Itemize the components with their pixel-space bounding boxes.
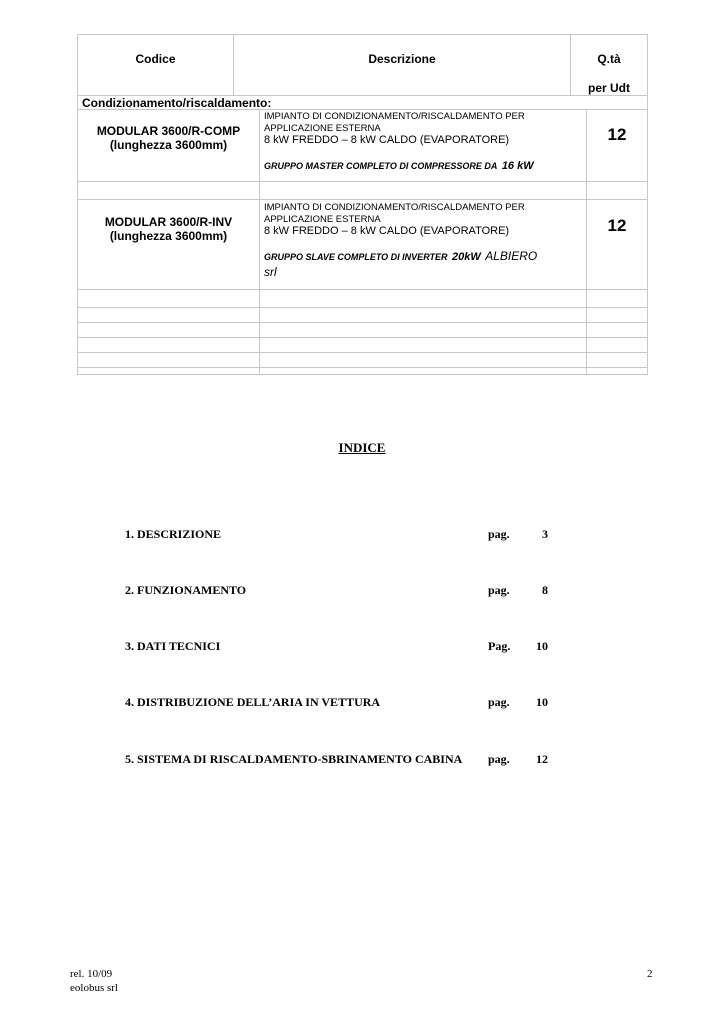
row-qty: 12: [607, 216, 627, 235]
divider: [78, 289, 647, 290]
divider: [78, 199, 647, 200]
index-item-page: 12: [536, 752, 548, 766]
divider: [78, 322, 647, 323]
row-code: [78, 215, 259, 243]
desc-note: [264, 247, 584, 265]
section-title: Condizionamento/riscaldamento:: [82, 96, 272, 110]
index-item-pag: pag.: [488, 583, 510, 597]
items-table: [77, 34, 648, 375]
index-item-label: 4. DISTRIBUZIONE DELL’ARIA IN VETTURA: [125, 695, 381, 709]
header-qty: Q.tà: [597, 52, 621, 66]
footer-company: eolobus srl: [70, 982, 118, 994]
divider: [78, 181, 647, 182]
desc-note-text: GRUPPO SLAVE COMPLETO DI INVERTER: [264, 252, 448, 262]
row-code-name: MODULAR 3600/R-INV: [104, 215, 233, 229]
header-description: Descrizione: [368, 52, 436, 66]
divider: [78, 367, 647, 368]
index-item-page: 10: [536, 639, 548, 653]
index-item-pag: pag.: [488, 695, 510, 709]
row-code-length: (lunghezza 3600mm): [109, 229, 228, 243]
footer-revision: rel. 10/09: [70, 968, 113, 980]
desc-note: [264, 156, 584, 174]
index-item-label: 2. FUNZIONAMENTO: [125, 583, 247, 597]
index-item-page: 10: [536, 695, 548, 709]
row-description: [264, 111, 584, 174]
desc-power: 8 kW FREDDO – 8 kW CALDO (EVAPORATORE): [264, 225, 510, 237]
desc-note-extra: ALBIERO: [485, 249, 538, 263]
index-item-page: 8: [542, 583, 548, 597]
desc-line: APPLICAZIONE ESTERNA: [264, 213, 381, 225]
divider: [259, 109, 260, 375]
footer-page-number: 2: [647, 968, 653, 980]
row-code: [78, 124, 259, 152]
divider: [78, 352, 647, 353]
index-item-pag: pag.: [488, 752, 510, 766]
index-item-label: 3. DATI TECNICI: [125, 639, 221, 653]
divider: [78, 307, 647, 308]
index-item-label: 5. SISTEMA DI RISCALDAMENTO-SBRINAMENTO CABINA: [125, 752, 463, 766]
divider: [78, 337, 647, 338]
index-item-pag: Pag.: [488, 639, 511, 653]
row-code-name: MODULAR 3600/R-COMP: [96, 124, 241, 138]
desc-line: APPLICAZIONE ESTERNA: [264, 122, 381, 134]
divider: [586, 109, 587, 375]
row-qty: 12: [607, 125, 627, 144]
desc-note-value: 16 kW: [501, 160, 534, 172]
index-title: INDICE: [338, 440, 386, 455]
desc-note-value: 20kW: [451, 251, 481, 263]
index-item-label: 1. DESCRIZIONE: [125, 527, 222, 541]
index-item-pag: pag.: [488, 527, 510, 541]
desc-line: IMPIANTO DI CONDIZIONAMENTO/RISCALDAMENTO PER: [264, 111, 525, 122]
header-code: Codice: [135, 52, 176, 66]
desc-note-extra-2: srl: [264, 265, 277, 279]
header-qty-unit: per Udt: [588, 81, 630, 95]
desc-note-text: GRUPPO MASTER COMPLETO DI COMPRESSORE DA: [264, 161, 498, 171]
desc-power: 8 kW FREDDO – 8 kW CALDO (EVAPORATORE): [264, 134, 510, 146]
row-description: [264, 202, 584, 279]
desc-line: IMPIANTO DI CONDIZIONAMENTO/RISCALDAMENTO PER: [264, 202, 525, 213]
row-code-length: (lunghezza 3600mm): [109, 138, 228, 152]
index-item-page: 3: [542, 527, 548, 541]
